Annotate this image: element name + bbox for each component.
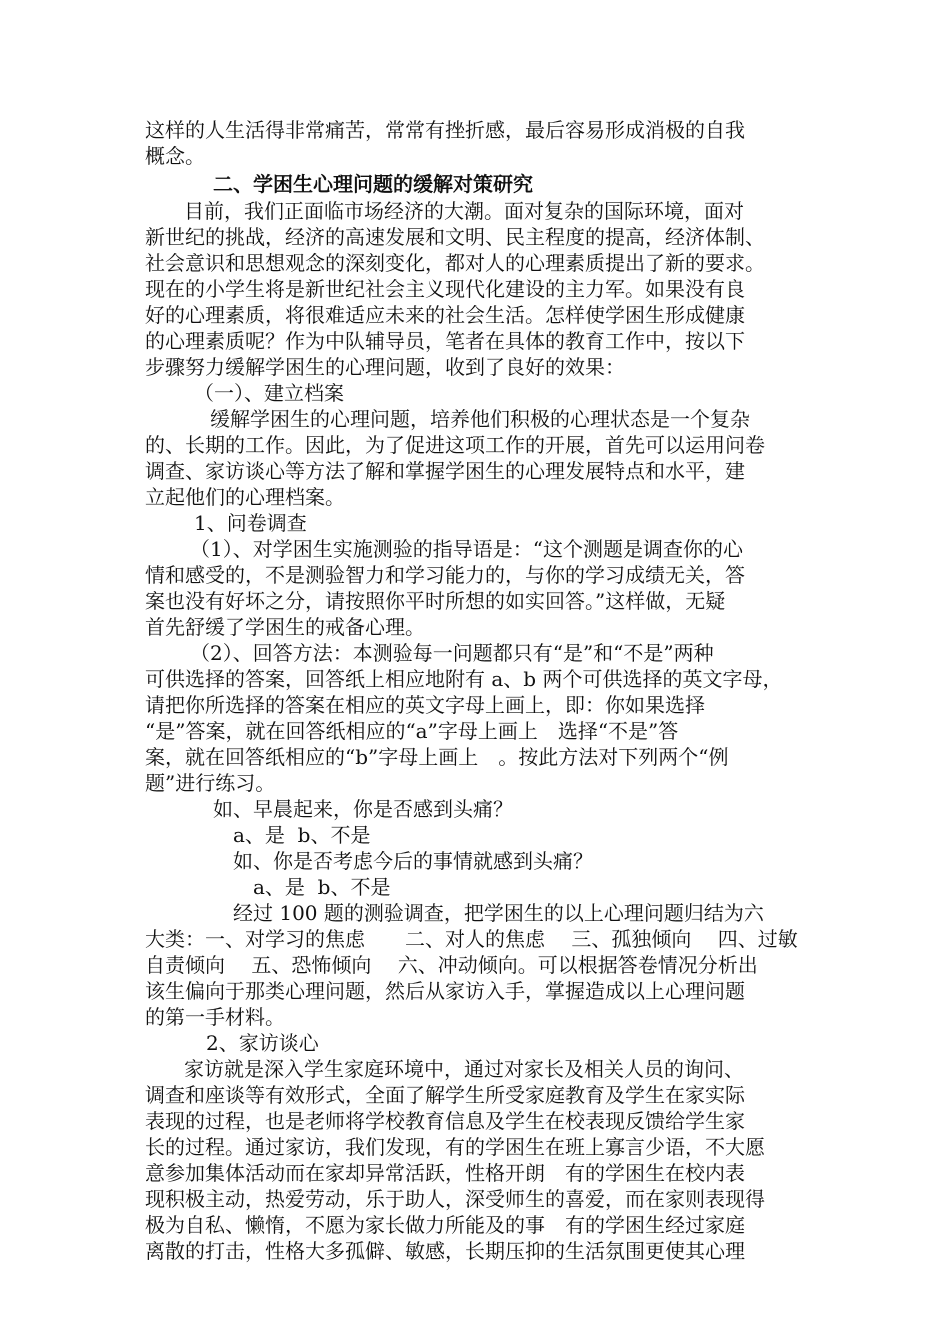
body-line: 的第一手材料。 <box>145 1005 285 1029</box>
body-line: 立起他们的心理档案。 <box>145 485 345 509</box>
body-line: 请把你所选择的答案在相应的英文字母上画上，即：你如果选择 <box>145 693 705 717</box>
body-line: 新世纪的挑战，经济的高速发展和文明、民主程度的提高，经济体制、 <box>145 225 765 249</box>
body-line: 大类：一、对学习的焦虑 二、对人的焦虑 三、孤独倾向 四、过敏 <box>145 927 798 951</box>
paragraph-first-line: 经过 100 题的测验调查，把学困生的以上心理问题归结为六 <box>233 901 764 925</box>
body-line: 案，就在回答纸相应的“b”字母上画上 。按此方法对下列两个“例 <box>145 745 729 769</box>
body-line: 情和感受的，不是测验智力和学习能力的，与你的学习成绩无关，答 <box>145 563 745 587</box>
section-heading: 二、学困生心理问题的缓解对策研究 <box>213 172 533 196</box>
body-line: 的心理素质呢？作为中队辅导员，笔者在具体的教育工作中，按以下 <box>145 329 745 353</box>
body-line: 好的心理素质，将很难适应未来的社会生活。怎样使学困生形成健康 <box>145 303 745 327</box>
body-line: 该生偏向于那类心理问题，然后从家访入手，掌握造成以上心理问题 <box>145 979 745 1003</box>
paragraph-first-line: 目前，我们正面临市场经济的大潮。面对复杂的国际环境，面对 <box>184 199 744 223</box>
body-line: “是”答案，就在回答纸相应的“a”字母上画上 选择“不是”答 <box>145 719 679 743</box>
body-line: 现在的小学生将是新世纪社会主义现代化建设的主力军。如果没有良 <box>145 277 745 301</box>
body-line: 离散的打击，性格大多孤僻、敏感，长期压抑的生活氛围更使其心理 <box>145 1239 745 1263</box>
example-options: a、是 b、不是 <box>233 823 371 847</box>
body-line: 长的过程。通过家访，我们发现，有的学困生在班上寡言少语，不大愿 <box>145 1135 765 1159</box>
body-line: 调查和座谈等有效形式，全面了解学生所受家庭教育及学生在家实际 <box>145 1083 745 1107</box>
paragraph-first-line: 家访就是深入学生家庭环境中，通过对家长及相关人员的询问、 <box>184 1057 744 1081</box>
subsection-heading: （一）、建立档案 <box>194 381 344 405</box>
body-line: 极为自私、懒惰，不愿为家长做力所能及的事 有的学困生经过家庭 <box>145 1213 745 1237</box>
body-line: 调查、家访谈心等方法了解和掌握学困生的心理发展特点和水平，建 <box>145 459 745 483</box>
example-question: 如、早晨起来，你是否感到头痛？ <box>213 797 513 821</box>
example-question: 如、你是否考虑今后的事情就感到头痛？ <box>233 849 593 873</box>
body-line: 可供选择的答案，回答纸上相应地附有 a、b 两个可供选择的英文字母， <box>145 667 783 691</box>
body-line: 案也没有好坏之分，请按照你平时所想的如实回答。”这样做，无疑 <box>145 589 726 613</box>
body-line: 表现的过程，也是老师将学校教育信息及学生在校表现反馈给学生家 <box>145 1109 745 1133</box>
body-line: 现积极主动，热爱劳动，乐于助人，深受师生的喜爱，而在家则表现得 <box>145 1187 765 1211</box>
body-line: 首先舒缓了学困生的戒备心理。 <box>145 615 425 639</box>
paragraph-first-line: 缓解学困生的心理问题，培养他们积极的心理状态是一个复杂 <box>210 407 750 431</box>
body-line: 步骤努力缓解学困生的心理问题，收到了良好的效果： <box>145 355 625 379</box>
item-heading: 2、家访谈心 <box>206 1031 319 1055</box>
paragraph-first-line: （1）、对学困生实施测验的指导语是：“这个测题是调查你的心 <box>190 537 743 561</box>
example-options: a、是 b、不是 <box>253 875 391 899</box>
body-line: 社会意识和思想观念的深刻变化，都对人的心理素质提出了新的要求。 <box>145 251 765 275</box>
paragraph-first-line: （2）、回答方法：本测验每一问题都只有“是”和“不是”两种 <box>190 641 714 665</box>
body-line: 这样的人生活得非常痛苦，常常有挫折感，最后容易形成消极的自我 <box>145 118 745 142</box>
body-line: 自责倾向 五、恐怖倾向 六、冲动倾向。可以根据答卷情况分析出 <box>145 953 758 977</box>
item-heading: 1、问卷调查 <box>194 511 307 535</box>
body-line: 概念。 <box>145 144 205 168</box>
body-line: 题”进行练习。 <box>145 771 276 795</box>
body-line: 意参加集体活动而在家却异常活跃，性格开朗 有的学困生在校内表 <box>145 1161 745 1185</box>
body-line: 的、长期的工作。因此，为了促进这项工作的开展，首先可以运用问卷 <box>145 433 765 457</box>
